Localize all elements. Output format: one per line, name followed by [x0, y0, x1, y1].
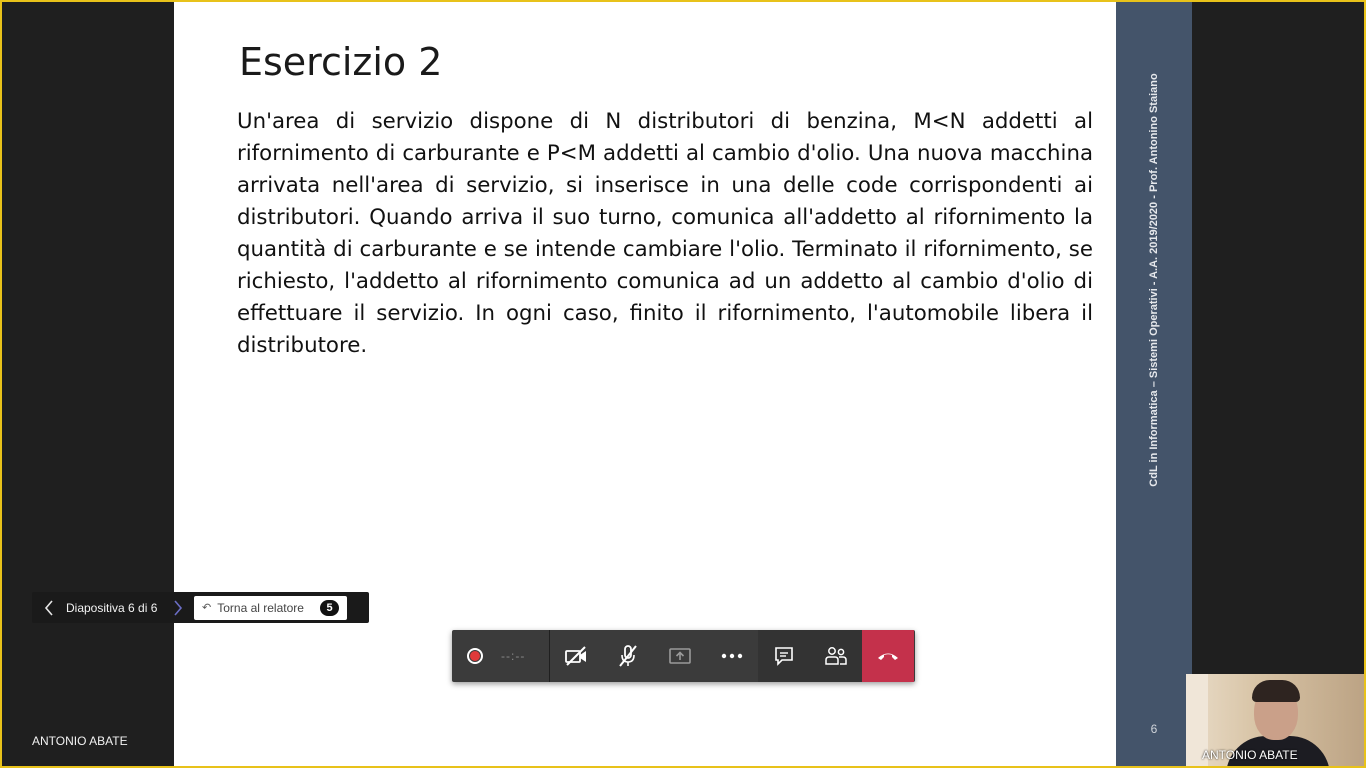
meeting-stage	[2, 2, 1364, 766]
video-participant-name: ANTONIO ABATE	[1202, 748, 1298, 762]
hang-up-icon	[876, 650, 900, 662]
course-info-text: CdL in Informatica – Sistemi Operativi - A.A. 2019/2020 - Prof. Antonino Staiano	[1148, 73, 1160, 487]
mic-toggle-button[interactable]	[602, 630, 654, 682]
slide-body-text: Un'area di servizio dispone di N distributori di benzina, M<N addetti al rifornimento di carburante e P<M addetti al cambio d'olio. Una nuova macchina arrivata nell'area di servizio, si inserisce in una delle code corrispondenti ai distributori. Quando arriva il suo turno, comunica all'addetto al rifornimento la quantità di carburante e se intende cambiare l'olio. Terminato il rifornimento, se richiesto, l'addetto al rifornimento comunica ad un addetto al cambio d'olio di effettuare il servizio. In ogni caso, finito il rifornimento, l'automobile libera il distributore.	[237, 109, 1093, 358]
undo-arrow-icon: ↶	[202, 602, 212, 614]
previous-slide-button[interactable]	[32, 592, 66, 623]
hang-up-button[interactable]	[862, 630, 914, 682]
call-timer: --:--	[501, 649, 526, 663]
camera-off-icon	[564, 646, 588, 666]
chevron-right-icon	[173, 600, 183, 616]
presenter-name: ANTONIO ABATE	[32, 734, 128, 748]
call-toolbar	[452, 630, 915, 682]
share-screen-icon	[668, 646, 692, 666]
mic-off-icon	[617, 644, 639, 668]
next-slide-button[interactable]	[168, 592, 188, 623]
record-icon	[467, 648, 483, 664]
camera-toggle-button[interactable]	[550, 630, 602, 682]
share-screen-button[interactable]	[654, 630, 706, 682]
chevron-left-icon	[44, 600, 54, 616]
more-icon	[720, 653, 744, 659]
video-person-hair	[1252, 680, 1300, 702]
participant-video[interactable]	[1186, 674, 1364, 766]
slide-title: Esercizio 2	[239, 40, 443, 84]
chat-button[interactable]	[758, 630, 810, 682]
participants-icon	[824, 645, 848, 667]
more-options-button[interactable]	[706, 630, 758, 682]
slide-sidebar	[1116, 2, 1192, 766]
back-to-presenter-button[interactable]	[194, 596, 347, 620]
back-to-presenter-label: Torna al relatore	[217, 600, 304, 615]
slide-badge: 5	[320, 600, 339, 616]
chat-icon	[773, 645, 795, 667]
slide-counter: Diapositiva 6 di 6	[66, 600, 158, 615]
recording-indicator[interactable]	[452, 630, 550, 682]
slide-page-number: 6	[1150, 722, 1158, 736]
participants-button[interactable]	[810, 630, 862, 682]
slide-navigation	[32, 592, 369, 623]
